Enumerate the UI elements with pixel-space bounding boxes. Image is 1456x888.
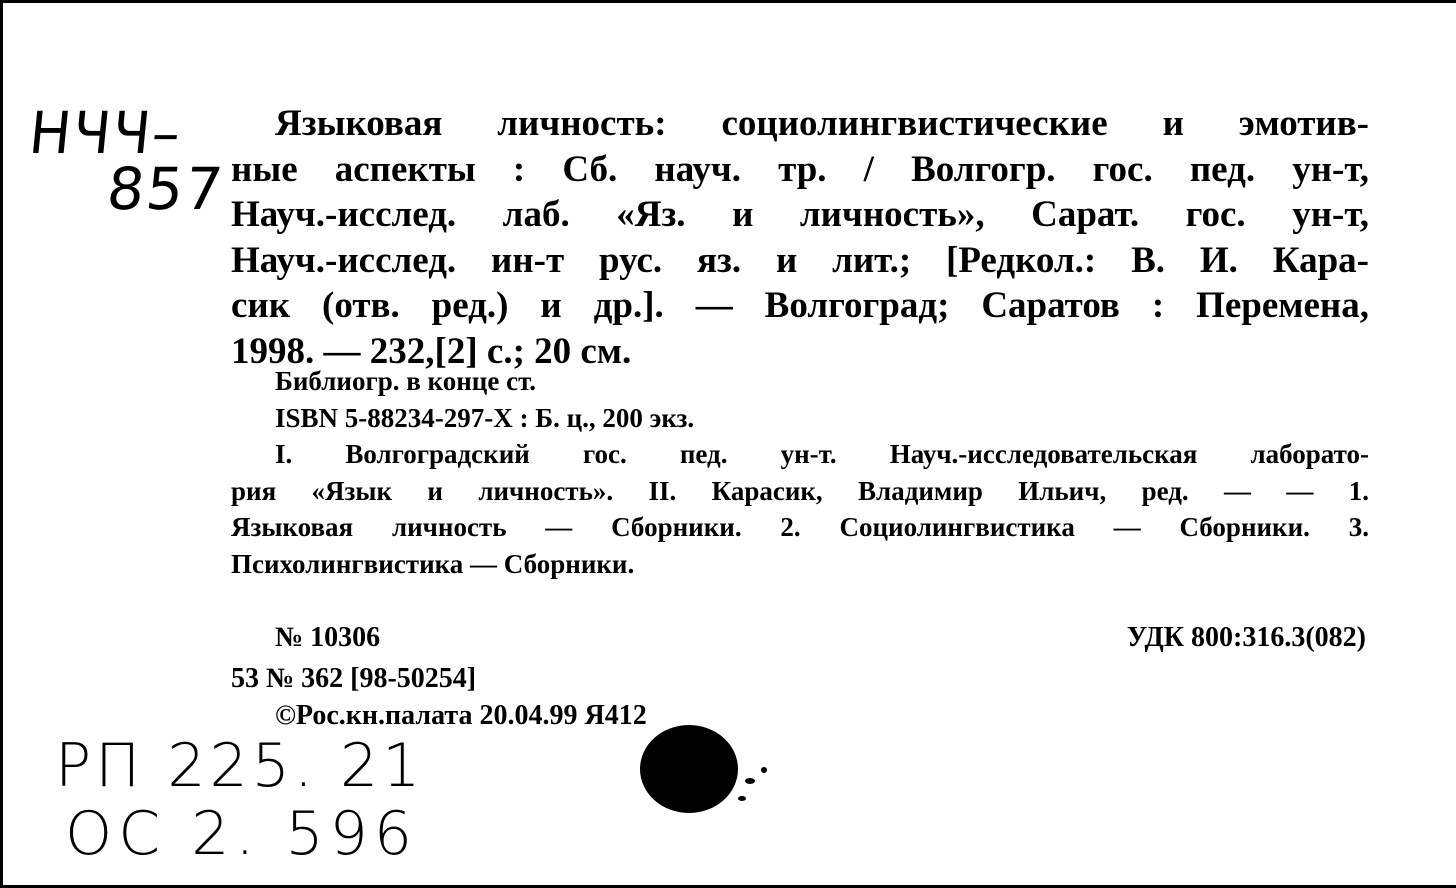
ink-speck xyxy=(738,796,746,801)
bibliographic-description xyxy=(231,101,1369,374)
ink-speck xyxy=(761,767,767,773)
description-line: Языковая личность: социолингвистические и эмотив- xyxy=(275,103,1369,144)
handwritten-shelf-mark-line2: 857 xyxy=(103,155,228,223)
description-line: 1998. — 232,[2] с.; 20 см. xyxy=(231,330,632,372)
bibliography-note: Библиогр. в конце ст. xyxy=(275,366,537,396)
tracing-line: Языковая личность — Сборники. 2. Социолингвистика — Сборники. 3. xyxy=(231,512,1369,542)
description-line: Науч.-исслед. ин-т рус. яз. и лит.; [Редкол.: В. И. Кара- xyxy=(231,239,1369,281)
udk-index: УДК 800:316.3(082) xyxy=(1126,622,1366,653)
isbn-note: ISBN 5-88234-297-X : Б. ц., 200 экз. xyxy=(275,402,695,433)
description-line: сик (отв. ред.) и др.]. — Волгоград; Саратов : Перемена, xyxy=(231,285,1369,326)
ink-speck xyxy=(745,778,755,784)
copyright-line: ©Рос.кн.палата 20.04.99 Я412 xyxy=(275,700,647,731)
handwritten-code-line2: ОС 2. 596 xyxy=(65,799,419,869)
handwritten-code-line1: РП 225. 21 xyxy=(55,731,425,801)
tracing-line: I. Волгоградский гос. пед. ун-т. Науч.-исследовательская лаборато- xyxy=(275,439,1369,469)
card-notes xyxy=(231,363,1369,582)
punch-hole xyxy=(640,725,738,813)
registry-number: 53 № 362 [98-50254] xyxy=(231,663,477,694)
tracing-line: рия «Язык и личность». II. Карасик, Владимир Ильич, ред. — — 1. xyxy=(231,475,1369,506)
tracing-line: Психолингвистика — Сборники. xyxy=(231,548,635,579)
handwritten-shelf-mark-line1: НЧЧ– xyxy=(26,99,186,167)
description-line: ные аспекты : Сб. науч. тр. / Волгогр. гос. пед. ун-т, xyxy=(231,148,1369,190)
description-line: Науч.-исслед. лаб. «Яз. и личность», Сарат. гос. ун-т, xyxy=(231,194,1369,235)
card-number: № 10306 xyxy=(275,622,381,653)
